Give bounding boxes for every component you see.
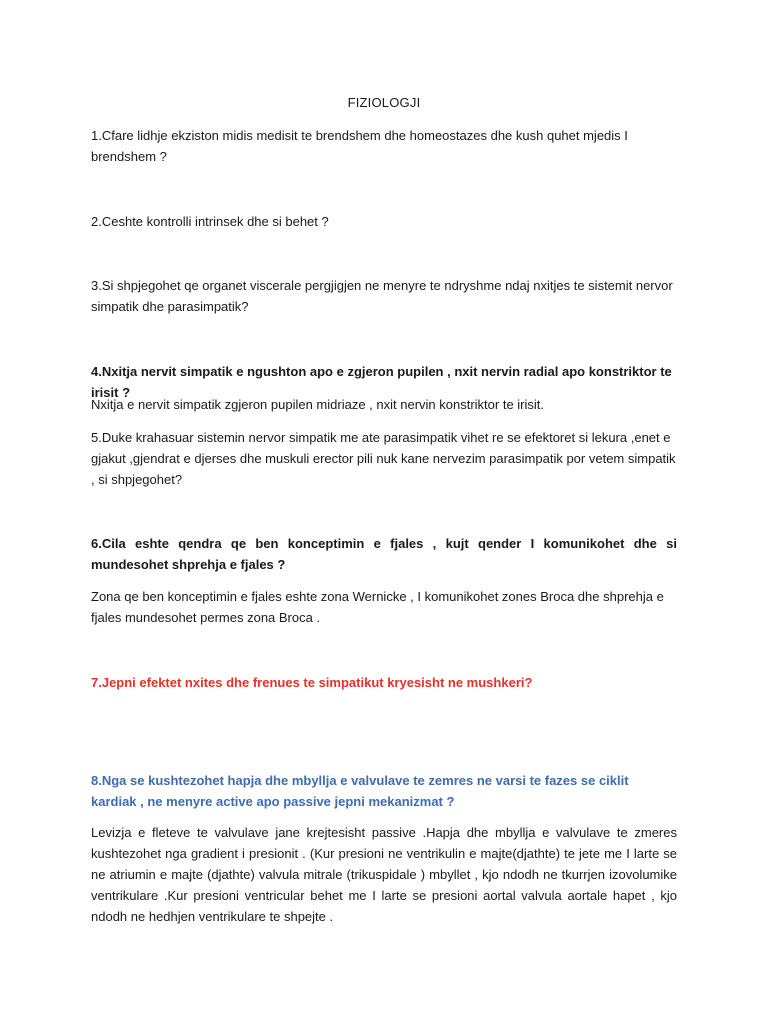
question-6: 6.Cila eshte qendra qe ben konceptimin e fjales , kujt qender I komunikohet dhe si mundesohet shprehja e fjales ? — [91, 536, 677, 572]
question-2: 2.Ceshte kontrolli intrinsek dhe si behet ? — [91, 214, 329, 229]
answer-6: Zona qe ben konceptimin e fjales eshte zona Wernicke , I komunikohet zones Broca dhe shprehja e fjales mundesohet permes zona Broca . — [91, 589, 664, 625]
answer-8: Levizja e fleteve te valvulave jane krejtesisht passive .Hapja dhe mbyllja e valvulave te zmeres kushtezohet nga gradient i presionit . (Kur presioni ne ventrikulin e majte(djathte) te jete me I larte se ne atriumin e majte (djathte) valvula mitrale (trikuspidale ) mbyllet , kjo ndodh ne tkurrjen izovolumike ventrikulare .Kur presioni ventricular behet me I larte se presioni aortal valvula aortale hapet , kjo ndodh ne hedhjen ventrikulare te shpejte . — [91, 825, 677, 924]
question-8: 8.Nga se kushtezohet hapja dhe mbyllja e valvulave te zemres ne varsi te fazes se ciklit kardiak , ne menyre active apo passive jepni mekanizmat ? — [91, 773, 629, 809]
question-7: 7.Jepni efektet nxites dhe frenues te simpatikut kryesisht ne mushkeri? — [91, 675, 533, 690]
question-5: 5.Duke krahasuar sistemin nervor simpatik me ate parasimpatik vihet re se efektoret si lekura ,enet e gjakut ,gjendrat e djerses dhe muskuli erector pili nuk kane nervezim parasimpatik por vetem simpatik , si shpjegohet? — [91, 430, 676, 487]
page-title: FIZIOLOGJI — [347, 95, 421, 110]
question-4: 4.Nxitja nervit simpatik e ngushton apo e zgjeron pupilen , nxit nervin radial apo konstriktor te irisit ? — [91, 364, 672, 400]
question-3: 3.Si shpjegohet qe organet viscerale pergjigjen ne menyre te ndryshme ndaj nxitjes te sistemit nervor simpatik dhe parasimpatik? — [91, 278, 673, 314]
answer-4: Nxitja e nervit simpatik zgjeron pupilen midriaze , nxit nervin konstriktor te irisit. — [91, 397, 545, 412]
question-1: 1.Cfare lidhje ekziston midis medisit te brendshem dhe homeostazes dhe kush quhet mjedis I brendshem ? — [91, 128, 628, 164]
